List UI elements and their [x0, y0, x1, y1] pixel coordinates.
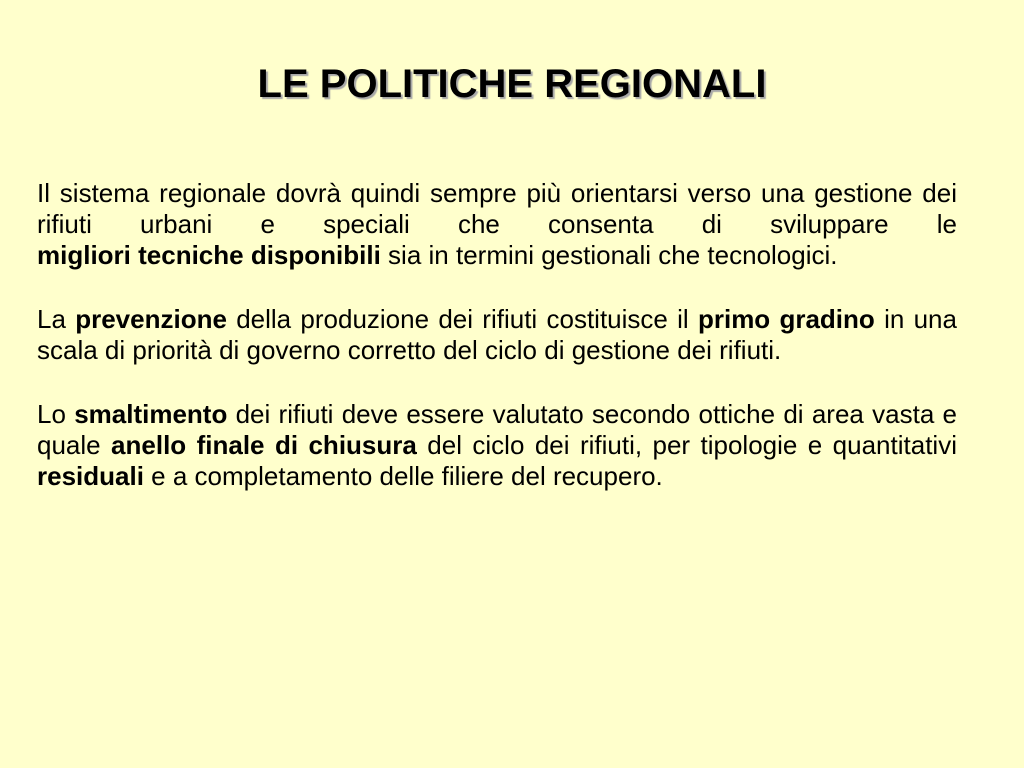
paragraph-prevenzione	[37, 304, 957, 366]
slide-title: LE POLITICHE REGIONALI	[257, 62, 767, 106]
paragraph-text: in una scala di priorità di governo corretto del ciclo di gestione dei rifiuti.	[37, 304, 957, 365]
bold-text: anello finale di chiusura	[111, 430, 417, 460]
paragraph-text: del ciclo dei rifiuti, per tipologie e quantitativi	[416, 430, 957, 460]
paragraph-smaltimento	[37, 399, 957, 492]
paragraph-text: Il sistema regionale dovrà quindi sempre più orientarsi verso una gestione dei rifiuti urbani e speciali che consenta di sviluppare le	[37, 178, 957, 239]
paragraph-text: della produzione dei rifiuti costituisce il	[226, 304, 698, 334]
bold-text: prevenzione	[75, 304, 227, 334]
paragraph-text: dei rifiuti deve essere valutato secondo ottiche di area vasta e quale	[37, 399, 957, 460]
paragraph-text: sia in termini gestionali che tecnologici.	[380, 240, 838, 270]
slide-body	[37, 178, 957, 492]
paragraph-text: e a completamento delle filiere del recupero.	[143, 461, 663, 491]
bold-text: primo gradino	[697, 304, 875, 334]
paragraph-text: La	[37, 304, 76, 334]
bold-text: smaltimento	[74, 399, 228, 429]
bold-text: residuali	[37, 461, 144, 491]
bold-text: migliori tecniche disponibili	[37, 240, 381, 270]
paragraph-sistema-regionale	[37, 178, 957, 271]
paragraph-text: Lo	[37, 399, 75, 429]
